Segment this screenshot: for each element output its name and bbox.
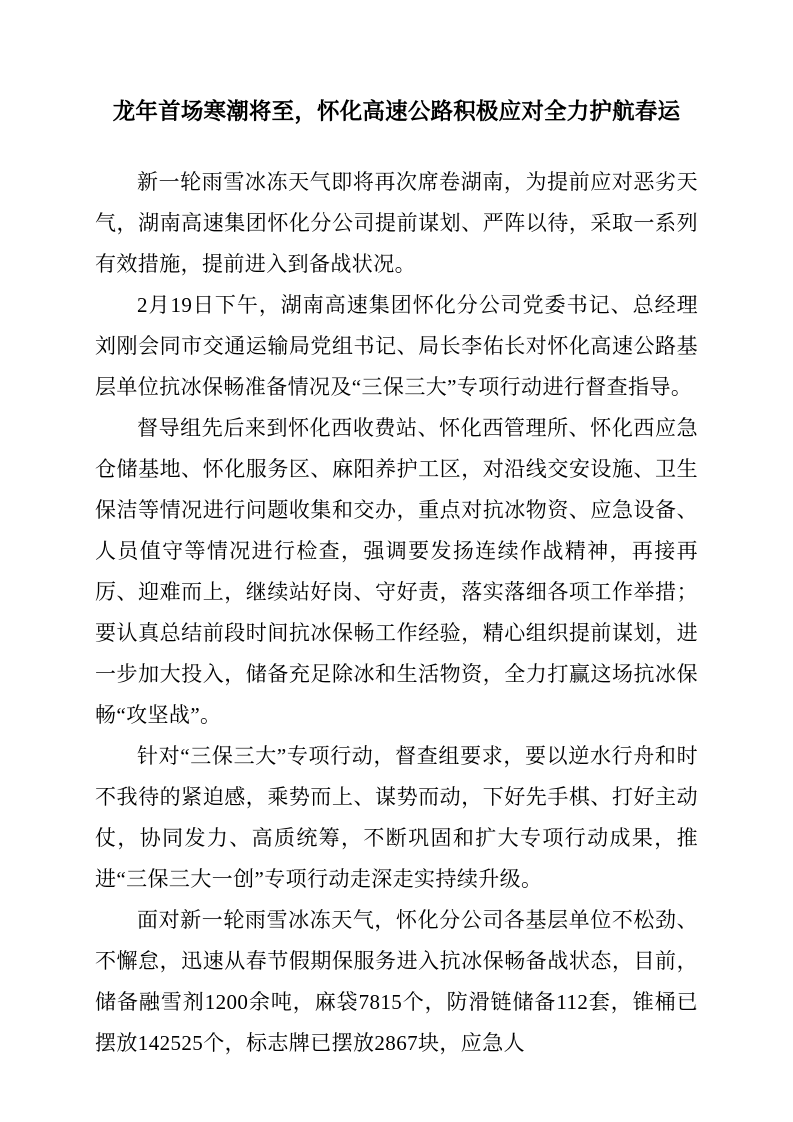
paragraph: 新一轮雨雪冰冻天气即将再次席卷湖南，为提前应对恶劣天气，湖南高速集团怀化分公司提前谋划、严阵以待，采取一系列有效措施，提前进入到备战状况。: [95, 169, 698, 276]
paragraph: 针对“三保三大”专项行动，督查组要求，要以逆水行舟和时不我待的紧迫感，乘势而上、谋势而动，下好先手棋、打好主动仗，协同发力、高质统筹，不断巩固和扩大专项行动成果，推进“三保三大一创”专项行动走深走实持续升级。: [95, 743, 698, 891]
paragraph: 面对新一轮雨雪冰冻天气，怀化分公司各基层单位不松劲、不懈怠，迅速从春节假期保服务进入抗冰保畅备战状态，目前，储备融雪剂1200余吨，麻袋7815个，防滑链储备112套，锥桶已摆放142525个，标志牌已摆放2867块，应急人: [95, 907, 698, 1055]
page-title: 龙年首场寒潮将至，怀化高速公路积极应对全力护航春运: [112, 99, 681, 124]
document-body: [95, 162, 698, 1064]
paragraph: 2月19日下午，湖南高速集团怀化分公司党委书记、总经理刘刚会同市交通运输局党组书记、局长李佑长对怀化高速公路基层单位抗冰保畅准备情况及“三保三大”专项行动进行督查指导。: [95, 292, 698, 399]
paragraph: 督导组先后来到怀化西收费站、怀化西管理所、怀化西应急仓储基地、怀化服务区、麻阳养护工区，对沿线交安设施、卫生保洁等情况进行问题收集和交办，重点对抗冰物资、应急设备、人员值守等情况进行检查，强调要发扬连续作战精神，再接再厉、迎难而上，继续站好岗、守好责，落实落细各项工作举措；要认真总结前段时间抗冰保畅工作经验，精心组织提前谋划，进一步加大投入，储备充足除冰和生活物资，全力打赢这场抗冰保畅“攻坚战”。: [95, 415, 698, 727]
